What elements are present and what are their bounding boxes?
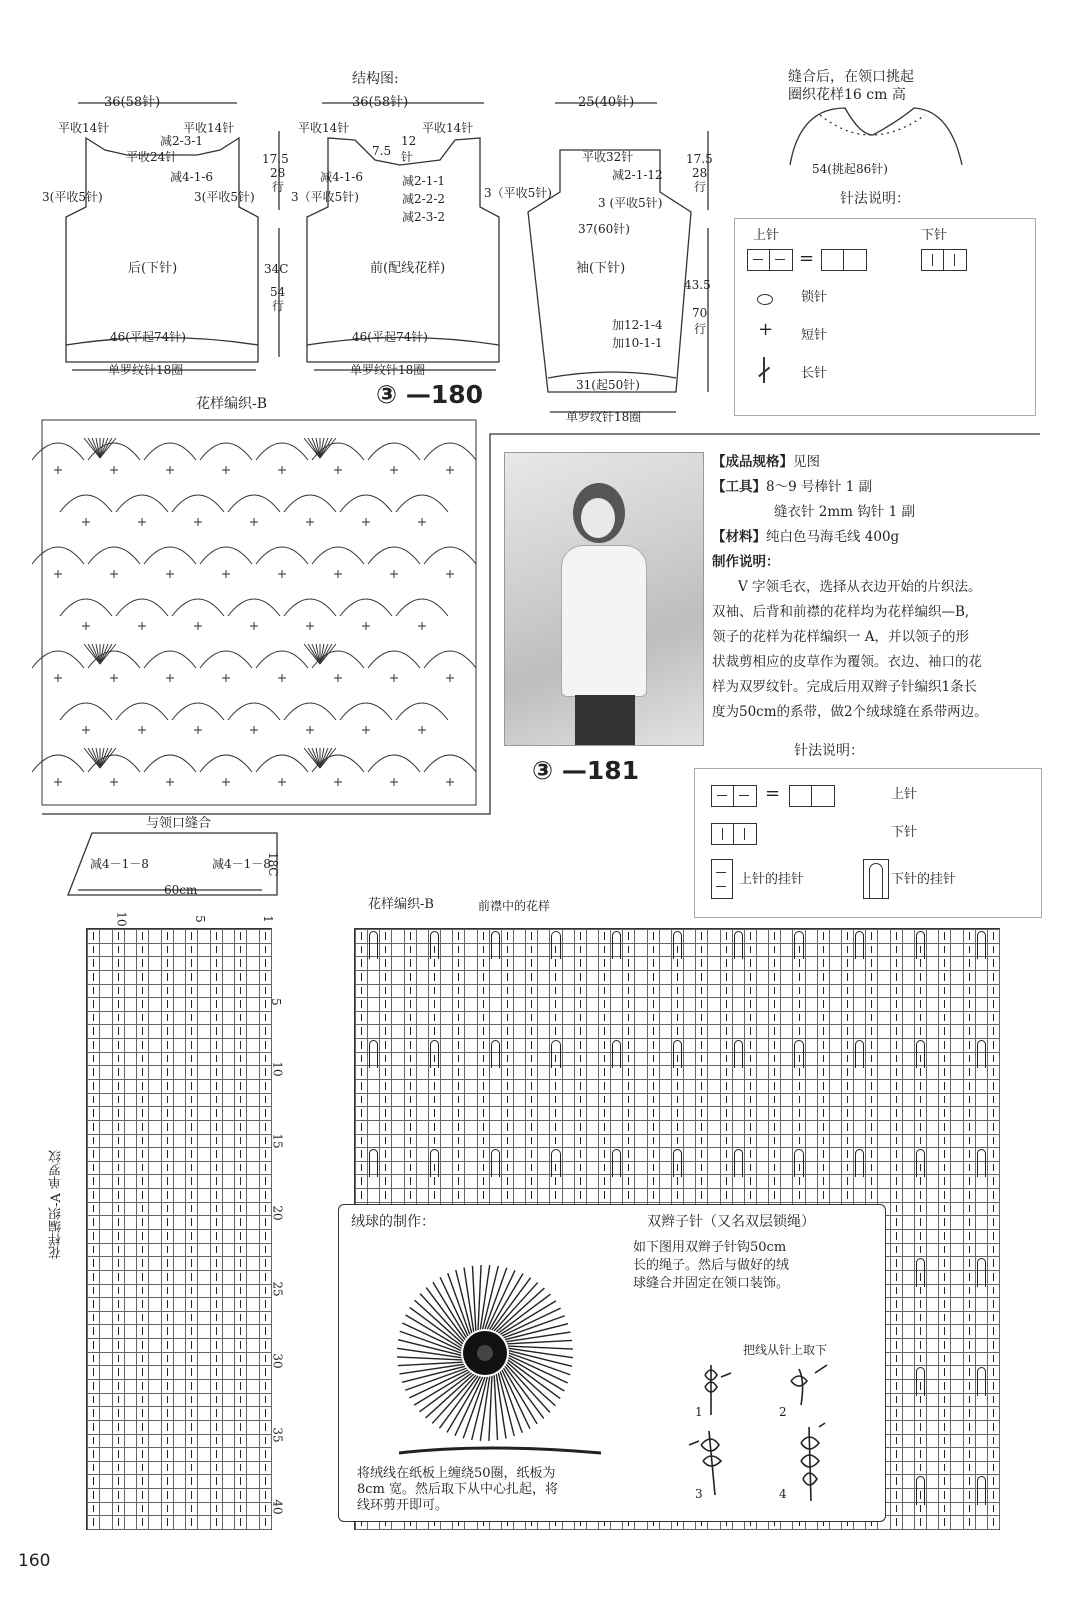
- legend2-down: 下针: [891, 825, 918, 840]
- pompom-ray: [402, 1323, 461, 1351]
- sleeve-d5: 70: [692, 306, 708, 320]
- crochet-fan-ray: [92, 438, 100, 458]
- pattern-a-grid: [86, 928, 272, 1530]
- crochet-sc-mark: [110, 674, 118, 682]
- crochet-fan-ray: [100, 644, 108, 664]
- knit-symbol-2: [711, 823, 757, 845]
- sleeve-label: 袖(下针): [576, 261, 626, 276]
- make-line-6: 度为50cm的系带，做2个绒球缝在系带两边。: [712, 704, 988, 720]
- sleeve-bind5: 3 (平收5针): [598, 196, 663, 210]
- step-2: 2: [779, 1405, 787, 1419]
- make-line-1: V 字领毛衣，选择从衣边开始的片织法。: [738, 579, 982, 595]
- back-bottom: 46(平起74针): [110, 330, 186, 344]
- grid-a-side-25: 25: [270, 1281, 285, 1297]
- back-bind-right: 平收14针: [183, 121, 235, 135]
- crochet-arch: [32, 547, 84, 564]
- crochet-sc-mark: [278, 778, 286, 786]
- pompom-ray: [397, 1357, 462, 1360]
- crochet-sc-mark: [222, 466, 230, 474]
- collar-seam: 与领口缝合: [146, 816, 212, 831]
- crochet-sc-mark: [278, 466, 286, 474]
- crochet-arch: [284, 599, 336, 616]
- crochet-sc-mark: [278, 674, 286, 682]
- crochet-sc-mark: [306, 518, 314, 526]
- crochet-sc-mark: [418, 622, 426, 630]
- front-bind-right: 平收14针: [422, 121, 474, 135]
- dim-row: 行: [272, 180, 285, 194]
- crochet-sc-mark: [306, 622, 314, 630]
- pompom-caption-2: 8cm 宽。然后取下从中心扎起，将: [357, 1482, 559, 1497]
- knit-slip-icon: [863, 859, 889, 899]
- crochet-arch: [228, 703, 280, 720]
- pattern-b2-title: 花样编织-B: [368, 897, 434, 912]
- crochet-arch: [368, 651, 420, 668]
- crochet-arch: [424, 547, 476, 564]
- crochet-arch: [284, 703, 336, 720]
- front-bind5: 3（平收5针): [291, 190, 359, 204]
- front-bind-left: 平收14针: [298, 121, 350, 135]
- back-bind-left: 平收14针: [58, 121, 110, 135]
- crochet-sc-mark: [418, 518, 426, 526]
- grid-a-side-20: 20: [270, 1205, 285, 1221]
- grid-a-side-10: 10: [270, 1061, 285, 1077]
- collar-height: 18C: [266, 852, 280, 877]
- crochet-arch: [368, 755, 420, 772]
- pompom-title: 绒球的制作：: [351, 1214, 435, 1230]
- back-width: 36(58针): [104, 95, 161, 110]
- pompom-ray: [508, 1346, 573, 1349]
- mat-key: 【材料】: [712, 529, 766, 545]
- pompom-ray: [478, 1265, 481, 1330]
- crochet-sc-mark: [278, 570, 286, 578]
- remove-label: 把线从针上取下: [743, 1343, 828, 1357]
- crochet-arch: [60, 703, 112, 720]
- collar-note-1: 缝合后，在领口挑起: [788, 69, 914, 85]
- front-dec-a: 减4-1-6: [320, 170, 364, 184]
- crochet-sc-mark: [138, 726, 146, 734]
- model-pants: [575, 695, 635, 745]
- crochet-sc-mark: [194, 726, 202, 734]
- crochet-sc-mark: [446, 466, 454, 474]
- pompom-ray: [494, 1375, 497, 1440]
- crochet-arch: [116, 599, 168, 616]
- crochet-arch: [60, 599, 112, 616]
- front-width: 36(58针): [352, 95, 409, 110]
- front-dec-b3: 减2-3-2: [402, 210, 446, 224]
- crochet-arch: [200, 547, 252, 564]
- purl-equals-symbol: [821, 249, 867, 271]
- make-line-3: 领子的花样为花样编织一 A，并以领子的形: [712, 629, 970, 645]
- legend1-dc: 长针: [801, 366, 828, 381]
- pattern-a-label: [50, 1150, 70, 1320]
- back-rib: 单罗纹针18圈: [108, 363, 184, 377]
- crochet-arch: [396, 703, 448, 720]
- crochet-arch: [172, 599, 224, 616]
- crochet-sc-mark: [82, 726, 90, 734]
- info-block: [712, 450, 1046, 725]
- crochet-sc-mark: [194, 622, 202, 630]
- crochet-arch: [396, 495, 448, 512]
- pompom-ray: [507, 1362, 555, 1406]
- sleeve-inc1: 加12-1-4: [612, 318, 663, 332]
- legend1-chain: 锁针: [801, 290, 828, 305]
- crochet-arch: [340, 495, 392, 512]
- make-line-5: 样为双罗纹针。完成后用双辫子针编织1条长: [712, 679, 978, 695]
- pompom-ray: [410, 1307, 462, 1346]
- model-photo: [504, 452, 704, 746]
- spec-key: 【成品规格】: [712, 454, 793, 470]
- crochet-arch: [424, 443, 476, 460]
- crochet-sc-mark: [362, 518, 370, 526]
- pompom-ray: [508, 1360, 560, 1399]
- pompom-ray: [494, 1283, 538, 1331]
- dim-28: 28: [270, 166, 286, 180]
- crochet-sc-mark: [54, 570, 62, 578]
- tool-val: 8～9 号棒针 1 副: [766, 479, 873, 495]
- pompom-ray: [439, 1376, 478, 1428]
- crochet-arch: [200, 651, 252, 668]
- crochet-sc-mark: [222, 778, 230, 786]
- crochet-arch: [228, 495, 280, 512]
- crochet-sc-mark: [110, 778, 118, 786]
- crochet-fan-chart: [32, 420, 476, 805]
- crochet-arch: [340, 599, 392, 616]
- purl-equals-symbol-2: [789, 785, 835, 807]
- sleeve-bottom: 31(起50针): [576, 378, 640, 392]
- purl-symbol-2: [711, 785, 757, 807]
- sleeve-d1: 17.5: [686, 152, 713, 166]
- crochet-sc-mark: [334, 466, 342, 474]
- crochet-sc-mark: [306, 726, 314, 734]
- pompom-ray: [398, 1362, 463, 1365]
- front-label: 前(配线花样): [370, 261, 446, 276]
- front-bottom: 46(平起74针): [352, 330, 428, 344]
- crochet-sc-mark: [166, 674, 174, 682]
- grid-a-side-30: 30: [270, 1353, 285, 1369]
- sleeve-dec: 减2-1-12: [612, 168, 663, 182]
- grid-a-side-35: 35: [270, 1427, 285, 1443]
- chain-title: 双辫子针（又名双层锁绳）: [647, 1214, 815, 1230]
- crochet-sc-mark: [446, 778, 454, 786]
- crochet-sc-mark: [194, 518, 202, 526]
- crochet-sc-mark: [110, 466, 118, 474]
- sleeve-bind32: 平收32针: [582, 150, 634, 164]
- knit-symbol: [921, 249, 967, 271]
- dim-34c: 34C: [264, 262, 289, 276]
- crochet-fan-ray: [312, 748, 320, 768]
- crochet-sc-mark: [390, 674, 398, 682]
- pompom-ray: [432, 1375, 476, 1423]
- crochet-sc-mark: [250, 518, 258, 526]
- crochet-arch: [396, 599, 448, 616]
- pompom-ray: [455, 1377, 483, 1436]
- make-line-4: 状裁剪相应的皮草作为覆领。衣边、袖口的花: [712, 654, 982, 670]
- crochet-arch: [172, 703, 224, 720]
- crochet-fan-ray: [100, 438, 108, 458]
- structure-title: 结构图:: [352, 71, 399, 87]
- model-sweater: [561, 545, 647, 697]
- crochet-sc-mark: [390, 466, 398, 474]
- crochet-sc-mark: [222, 570, 230, 578]
- sleeve-d3: 行: [694, 180, 707, 194]
- pompom-ray: [509, 1355, 568, 1383]
- legend1-sc: 短针: [801, 328, 828, 343]
- crochet-fan-ray: [320, 438, 328, 458]
- front-7-5: 7.5: [372, 144, 392, 158]
- crochet-sc-mark: [54, 466, 62, 474]
- pompom-ray: [487, 1270, 515, 1329]
- dim-54: 54: [270, 285, 286, 299]
- crochet-sc-mark: [250, 622, 258, 630]
- step-4: 4: [779, 1487, 787, 1501]
- crochet-sc-mark: [334, 674, 342, 682]
- crochet-arch: [200, 755, 252, 772]
- crochet-sc-mark: [138, 622, 146, 630]
- pattern-b2-note: 前襟中的花样: [478, 899, 551, 913]
- crochet-arch: [368, 547, 420, 564]
- sleeve-w37: 37(60针): [578, 222, 630, 236]
- crochet-sc-mark: [222, 674, 230, 682]
- tool-val2: 缝衣针 2mm 钩针 1 副: [774, 504, 915, 520]
- crochet-fan-ray: [92, 644, 100, 664]
- pompom-ray: [426, 1288, 465, 1340]
- chain-desc-1: 如下图用双辫子针钩50cm: [633, 1240, 787, 1255]
- crochet-arch: [228, 599, 280, 616]
- dim-row-2: 行: [272, 299, 285, 313]
- crochet-sc-mark: [334, 778, 342, 786]
- collar-dec-right: 减4－1－8: [212, 857, 271, 871]
- back-bind5-left: 3(平收5针): [42, 190, 103, 204]
- legend2-title: 针法说明：: [794, 743, 864, 759]
- crochet-arch: [424, 755, 476, 772]
- crochet-arch: [284, 495, 336, 512]
- legend1-down-label: 下针: [921, 228, 948, 243]
- collar-dec-left: 减4－1－8: [90, 857, 149, 871]
- pompom-panel: [338, 1204, 886, 1522]
- crochet-arch: [144, 755, 196, 772]
- purl-symbol: [747, 249, 793, 271]
- chain-desc-3: 球缝合并固定在领口装饰。: [633, 1276, 790, 1291]
- legend1-up-label: 上针: [753, 228, 780, 243]
- pompom-ray: [492, 1278, 531, 1330]
- pattern-b-title: 花样编织-B: [196, 396, 268, 412]
- chain-desc-2: 长的绳子。然后与做好的绒: [633, 1258, 790, 1273]
- number-180: ③ —180: [376, 380, 484, 409]
- back-bind5-right: 3(平收5针): [194, 190, 255, 204]
- page-number: 160: [18, 1551, 51, 1571]
- crochet-fan-ray: [312, 644, 320, 664]
- grid-a-top-tick-10: 10: [114, 911, 129, 927]
- spec-val: 见图: [793, 454, 820, 470]
- crochet-sc-mark: [362, 726, 370, 734]
- pattern-a-title: 花样编织-A 单罗纹: [49, 1150, 64, 1259]
- crochet-sc-mark: [446, 674, 454, 682]
- purl-slip-icon: [711, 859, 733, 899]
- crochet-sc-mark: [166, 570, 174, 578]
- sleeve-rib: 单罗纹针18圈: [566, 410, 642, 424]
- sleeve-width: 25(40针): [578, 95, 635, 110]
- crochet-sc-mark: [446, 570, 454, 578]
- crochet-sc-mark: [166, 778, 174, 786]
- make-title: 制作说明：: [712, 554, 780, 570]
- legend2-down-slip: 下针的挂针: [891, 872, 957, 887]
- sleeve-d2: 28: [692, 166, 708, 180]
- mat-val: 纯白色马海毛线 400g: [766, 529, 900, 545]
- number-181: ③ —181: [532, 756, 640, 785]
- legend1-panel: 上针 = 下针 锁针 + 短针 长针: [734, 218, 1036, 416]
- front-rib: 单罗纹针18圈: [350, 363, 426, 377]
- crochet-fan-ray: [92, 748, 100, 768]
- pompom-ray: [489, 1376, 492, 1441]
- crochet-sc-mark: [250, 726, 258, 734]
- legend2-panel: = 上针 下针 上针的挂针 下针的挂针: [694, 768, 1042, 918]
- crochet-arch: [144, 443, 196, 460]
- crochet-sc-mark: [166, 466, 174, 474]
- sleeve-inc2: 加10-1-1: [612, 336, 663, 350]
- tool-key: 【工具】: [712, 479, 766, 495]
- step-3: 3: [695, 1487, 703, 1501]
- collar-pick: 54(挑起86针): [812, 162, 888, 176]
- front-stitch: 针: [401, 150, 414, 164]
- legend2-up: 上针: [891, 787, 918, 802]
- pompom-ray: [415, 1300, 463, 1344]
- sc-icon: +: [758, 319, 774, 340]
- front-12: 12: [401, 134, 417, 148]
- front-dec-b1: 减2-1-1: [402, 174, 446, 188]
- crochet-arch: [200, 443, 252, 460]
- collar-width: 60cm: [164, 883, 198, 897]
- crochet-arch: [32, 755, 84, 772]
- crochet-sc-mark: [138, 518, 146, 526]
- sleeve-d4: 43.5: [684, 278, 711, 292]
- make-line-2: 双袖、后背和前襟的花样均为花样编织—B,: [712, 604, 970, 620]
- grid-a-side-5: 5: [268, 998, 283, 1006]
- pompom-ray: [505, 1366, 544, 1418]
- crochet-arch: [340, 703, 392, 720]
- legend2-up-slip: 上针的挂针: [739, 872, 805, 887]
- crochet-arch: [60, 495, 112, 512]
- crochet-sc-mark: [54, 674, 62, 682]
- crochet-sc-mark: [390, 778, 398, 786]
- crochet-sc-mark: [82, 518, 90, 526]
- pompom-ray: [472, 1266, 475, 1331]
- grid-a-side-40: 40: [270, 1499, 285, 1515]
- crochet-arch: [256, 547, 308, 564]
- crochet-arch: [116, 495, 168, 512]
- back-dec-top: 减2-3-1: [160, 134, 204, 148]
- crochet-arch: [144, 651, 196, 668]
- crochet-sc-mark: [54, 778, 62, 786]
- grid-a-top-tick-5: 5: [192, 915, 207, 923]
- front-bind5-right: 3（平收5针): [484, 186, 552, 200]
- crochet-arch: [424, 651, 476, 668]
- front-dec-b2: 减2-2-2: [402, 192, 446, 206]
- crochet-arch: [256, 651, 308, 668]
- crochet-arch: [88, 547, 140, 564]
- crochet-sc-mark: [418, 726, 426, 734]
- grid-a-side-15: 15: [270, 1133, 285, 1149]
- chain-icon: [757, 294, 773, 305]
- grid-a-top-tick-1: 1: [260, 915, 275, 923]
- crochet-arch: [368, 443, 420, 460]
- sleeve-d6: 行: [694, 322, 707, 336]
- step-1: 1: [695, 1405, 703, 1419]
- model-face: [581, 498, 615, 538]
- legend1-title: 针法说明：: [840, 191, 910, 207]
- crochet-sc-mark: [390, 570, 398, 578]
- back-label: 后(下针): [128, 261, 178, 276]
- crochet-arch: [312, 547, 364, 564]
- crochet-arch: [256, 755, 308, 772]
- back-bind24: 平收24针: [126, 150, 178, 164]
- pompom-ray: [507, 1340, 572, 1343]
- crochet-sc-mark: [82, 622, 90, 630]
- back-dec4: 减4-1-6: [170, 170, 214, 184]
- crochet-sc-mark: [362, 622, 370, 630]
- collar-note-2: 圈织花样16 cm 高: [788, 87, 906, 103]
- pompom-caption-1: 将绒线在纸板上缠绕50圈，纸板为: [357, 1466, 556, 1481]
- crochet-arch: [32, 651, 84, 668]
- crochet-sc-mark: [110, 570, 118, 578]
- crochet-arch: [256, 443, 308, 460]
- dim-17-5: 17.5: [262, 152, 289, 166]
- crochet-arch: [116, 703, 168, 720]
- pompom-ray: [420, 1373, 472, 1412]
- crochet-fan-ray: [100, 748, 108, 768]
- crochet-arch: [144, 547, 196, 564]
- crochet-arch: [32, 443, 84, 460]
- crochet-sc-mark: [334, 570, 342, 578]
- crochet-arch: [172, 495, 224, 512]
- pompom-ray: [498, 1294, 550, 1333]
- pompom-caption-3: 线环剪开即可。: [357, 1498, 449, 1513]
